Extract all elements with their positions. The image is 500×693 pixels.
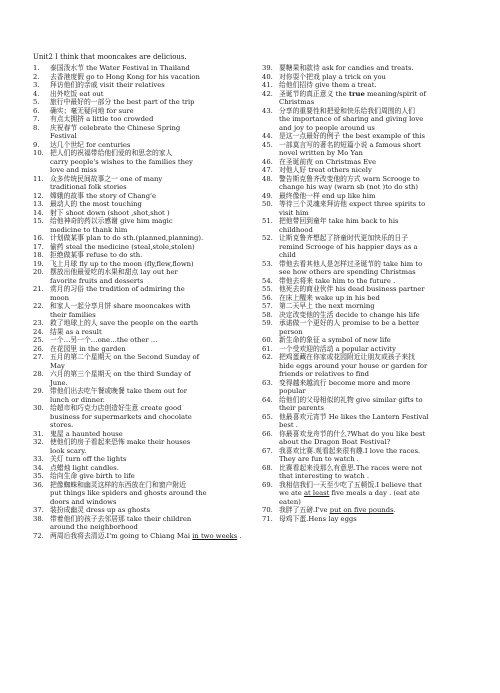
item-number: 51. xyxy=(262,217,273,225)
item-text: 警告斯克鲁齐改变他的方式 warn Scrooge to change his way (warn sb (not )to do sth) xyxy=(279,174,420,191)
phrase-item xyxy=(33,430,251,439)
item-text: 鬼屋 a haunted house xyxy=(50,429,123,438)
phrase-item xyxy=(33,217,251,234)
item-text: 给他们招待 give them a treat. xyxy=(279,81,377,89)
item-number: 42. xyxy=(262,89,273,98)
item-number: 44. xyxy=(262,132,273,140)
item-number: 50. xyxy=(262,200,273,208)
item-text: 摆放出他最爱吃的水果和甜点 lay out her favorite fruits and desserts xyxy=(50,268,178,285)
item-text: 你最喜欢龙舟节的什么?What do you like best about the Dragon Boat Festival? xyxy=(279,429,426,446)
item-number: 8. xyxy=(33,123,40,132)
phrase-item xyxy=(33,345,251,354)
phrase-item xyxy=(262,277,469,286)
item-number: 25. xyxy=(33,336,44,344)
item-text: 比赛看起来没那么有意思.The races were not that interesting to watch . xyxy=(279,463,423,480)
item-number: 21. xyxy=(33,285,44,293)
phrase-item xyxy=(262,234,469,260)
phrase-item xyxy=(262,345,469,354)
left-column xyxy=(33,64,251,540)
phrase-item xyxy=(262,260,469,277)
item-number: 40. xyxy=(262,72,273,81)
phrase-item xyxy=(33,64,251,73)
item-text: 一个…另一个…one…the other … xyxy=(50,336,158,344)
phrase-item xyxy=(33,438,251,455)
item-number: 24. xyxy=(33,327,44,336)
phrase-item xyxy=(33,98,251,107)
item-text: 一部莫言写的著名的短篇小说 a famous short novel written by Mo Yan xyxy=(279,140,421,157)
item-number: 71. xyxy=(262,514,273,523)
item-text: 对你耍个把戏 play a trick on you xyxy=(279,72,386,81)
item-text: 我喜欢比赛.观看起来很有趣.I love the races. They are fun to watch . xyxy=(279,446,421,463)
phrase-item xyxy=(262,73,469,82)
phrase-item xyxy=(262,64,469,73)
item-number: 7. xyxy=(33,115,40,123)
item-text: 和家人一起分享月饼 share mooncakes with their families xyxy=(50,302,191,319)
item-text: 飞上月球 fly up to the moon (fly,flew,flown) xyxy=(50,259,194,268)
phrase-item xyxy=(262,285,469,294)
phrase-item xyxy=(33,464,251,473)
item-number: 45. xyxy=(262,140,273,149)
item-text: 计划做某事 plan to do sth.(planned,planning). xyxy=(50,234,204,242)
item-text: 装扮成幽灵 dress up as ghosts xyxy=(50,506,151,514)
item-number: 15. xyxy=(33,217,44,225)
item-text: 五月的第二个星期天 on the Second Sunday of May xyxy=(50,353,200,370)
phrase-item xyxy=(33,81,251,90)
item-text: 射下 shoot down (shoot ,shot,shot ) xyxy=(50,208,170,217)
phrase-item xyxy=(262,192,469,201)
phrase-item xyxy=(262,302,469,311)
phrase-item xyxy=(262,430,469,447)
item-number: 57. xyxy=(262,302,273,310)
item-number: 47. xyxy=(262,166,273,174)
item-text: 对他人好 treat others nicely xyxy=(279,166,372,174)
item-text-end: . xyxy=(237,531,242,540)
item-number: 36. xyxy=(33,480,44,489)
item-text: 去香港度假 go to Hong Kong for his vacation xyxy=(50,72,200,81)
item-text: 等待三个灵魂来拜访他 expect three spirits to visit him xyxy=(279,200,426,217)
item-text: 要糖果和款待 ask for candies and treats. xyxy=(279,64,414,72)
item-text: 给他们的父母相似的礼物 give similar gifts to their parents xyxy=(279,395,423,412)
item-text: 一个受欢迎的活动 a popular activity xyxy=(279,344,396,353)
phrase-item xyxy=(33,149,251,175)
item-number: 10. xyxy=(33,149,44,157)
item-text: 确实；毫无疑问地 for sure xyxy=(50,106,134,115)
item-number: 69. xyxy=(262,480,273,489)
item-number: 27. xyxy=(33,353,44,361)
phrase-item xyxy=(33,302,251,319)
item-text: 庆祝春节 celebrate the Chinese Spring Festival xyxy=(50,123,181,140)
item-number: 31. xyxy=(33,429,44,438)
item-number: 65. xyxy=(262,412,273,421)
item-number: 23. xyxy=(33,319,44,327)
item-number: 58. xyxy=(262,310,273,319)
item-text-end: five meals a day . (eat ate eaten) xyxy=(279,489,420,506)
item-number: 17. xyxy=(33,242,44,251)
item-number: 18. xyxy=(33,251,44,259)
item-number: 5. xyxy=(33,98,40,106)
phrase-item xyxy=(33,506,251,515)
item-text: 在床上醒来 wake up in his bed xyxy=(279,293,380,302)
phrase-item xyxy=(262,141,469,158)
item-number: 64. xyxy=(262,395,273,404)
phrase-item xyxy=(262,175,469,192)
unit-title: Unit2 I think that mooncakes are delicious. xyxy=(33,53,187,61)
phrase-item xyxy=(33,175,251,192)
phrase-item xyxy=(33,285,251,302)
item-text: 决定改变他的生活 decide to change his life xyxy=(279,310,420,319)
phrase-item xyxy=(33,455,251,464)
item-number: 55. xyxy=(262,285,273,293)
item-text: 第二天早上 the next morning xyxy=(279,302,375,310)
phrase-item xyxy=(262,515,469,524)
item-text: 带着他们的孩子去邻居那 take their children around the neighborhood xyxy=(50,514,192,531)
item-number: 13. xyxy=(33,200,44,208)
item-text: 我相信我们一天至少吃了五顿饭.I believe that we ate xyxy=(279,480,422,497)
item-number: 72. xyxy=(33,531,44,540)
underlined-phrase: at least xyxy=(303,489,330,497)
item-text: 让斯克鲁齐想起了挤童时代更加快乐的日子 remind Scrooge of his happier days as a child xyxy=(279,234,418,259)
right-column xyxy=(262,64,469,523)
item-number: 3. xyxy=(33,81,40,89)
phrase-item xyxy=(262,200,469,217)
item-number: 22. xyxy=(33,302,44,310)
item-number: 33. xyxy=(33,455,44,463)
item-number: 37. xyxy=(33,506,44,514)
item-number: 1. xyxy=(33,64,40,72)
item-text: 承诺做一个更好的人 promise to be a better person xyxy=(279,319,420,336)
phrase-item xyxy=(33,209,251,218)
item-text: 把人们的祝福带给他们爱的和思念的家人 carry people's wishes to the families they love and miss xyxy=(50,149,193,174)
phrase-item xyxy=(262,506,469,515)
underlined-phrase: put on five pounds xyxy=(329,506,394,514)
phrase-item xyxy=(262,464,469,481)
item-text-end: . xyxy=(393,506,396,514)
item-number: 43. xyxy=(262,106,273,115)
item-text: 最终像他一样 end up like him xyxy=(279,191,376,200)
item-text: 带他去看其他人是怎样过圣诞节的 take him to see how others are spending Christmas xyxy=(279,259,423,276)
item-number: 26. xyxy=(33,344,44,353)
item-text: 圣诞节的真正意义 the xyxy=(279,89,349,98)
phrase-item xyxy=(33,404,251,430)
item-text: 赏月的习俗 the tradition of admiring the moon xyxy=(50,285,185,302)
item-number: 48. xyxy=(262,174,273,183)
item-number: 34. xyxy=(33,463,44,472)
item-text: 有点太拥挤 a little too crowded xyxy=(50,115,154,123)
item-text: 偷药 steal the medicine (steal,stole,stolen) xyxy=(50,242,195,251)
item-number: 49. xyxy=(262,191,273,200)
phrase-item xyxy=(262,353,469,379)
item-number: 29. xyxy=(33,387,44,395)
phrase-item xyxy=(262,90,469,107)
phrase-item xyxy=(262,336,469,345)
item-text: 在圣诞前夜 on Christmas Eve xyxy=(279,157,376,166)
item-number: 41. xyxy=(262,81,273,89)
phrase-item xyxy=(33,370,251,387)
item-text: 嫦娥的故事 the story of Chang'e xyxy=(50,191,157,200)
phrase-item xyxy=(262,413,469,430)
phrase-item xyxy=(33,515,251,532)
phrase-item xyxy=(33,141,251,150)
item-text: 使他们的房子看起来恐怖 make their houses look scary. xyxy=(50,438,191,455)
phrase-item xyxy=(33,532,251,541)
item-text: 救了地球上的人 save the people on the earth xyxy=(50,319,199,327)
item-number: 68. xyxy=(262,463,273,472)
item-text: 结果 as a result xyxy=(50,327,102,336)
phrase-item xyxy=(262,158,469,167)
item-number: 28. xyxy=(33,370,44,378)
phrase-item xyxy=(262,294,469,303)
item-text: 旅行中最好的一部分 the best part of the trip xyxy=(50,98,195,106)
phrase-item xyxy=(33,319,251,328)
item-number: 46. xyxy=(262,157,273,166)
item-number: 61. xyxy=(262,344,273,353)
phrase-item xyxy=(262,311,469,320)
item-number: 52. xyxy=(262,234,273,242)
item-text: 给向生命 give birth to life xyxy=(50,472,135,480)
phrase-item xyxy=(33,73,251,82)
item-text: 点蜡烛 light candles. xyxy=(50,463,119,472)
item-text: 新生命的象征 a symbol of new life xyxy=(279,336,391,344)
phrase-item xyxy=(33,251,251,260)
phrase-item xyxy=(262,396,469,413)
item-text: 拜访他们的亲戚 visit their relatives xyxy=(50,81,165,89)
item-text: 两周后我将去清迈.I'm going to Chiang Mai xyxy=(50,531,193,540)
item-number: 16. xyxy=(33,234,44,242)
phrase-item xyxy=(262,107,469,133)
item-text-end: meaning/spirit of Christmas xyxy=(279,89,427,106)
item-number: 12. xyxy=(33,191,44,200)
underlined-phrase: in two weeks xyxy=(192,531,238,540)
phrase-item xyxy=(262,166,469,175)
item-text: 分享的重要性和把爱和快乐给我们周围的人们 the importance of sharing and giving love and joy to people around us xyxy=(279,106,424,132)
item-text: 他死去的商业伙伴 his dead business partner xyxy=(279,285,425,293)
item-number: 60. xyxy=(262,336,273,344)
item-number: 6. xyxy=(33,106,40,115)
phrase-item xyxy=(33,115,251,124)
phrase-item xyxy=(262,447,469,464)
phrase-item xyxy=(33,387,251,404)
item-text: 出外吃饭 eat out xyxy=(50,89,104,98)
item-text: 关灯 turn off the lights xyxy=(50,455,127,463)
item-text: 达几个世纪 for centuries xyxy=(50,140,131,149)
phrase-item xyxy=(33,328,251,337)
item-text: 他最喜欢元宵节 He likes the Lantern Festival best . xyxy=(279,412,429,429)
item-text: 拒绝做某事 refuse to do sth. xyxy=(50,251,143,259)
phrase-item xyxy=(262,132,469,141)
item-text: 六月的第三个星期天 on the third Sunday of June. xyxy=(50,370,191,387)
item-text: 我胖了五磅.I've xyxy=(279,506,330,514)
item-text: 在花园里 in the garden xyxy=(50,344,126,353)
phrase-item xyxy=(33,243,251,252)
item-text: 把鸡蛋藏在你家或花园附近让朋友或孩子来找 hide eggs around your house or garden for friends or relatives to find xyxy=(279,353,428,378)
item-text: 给超市和巧克力店创造好生意 create good business for supermarkets and chocolate stores. xyxy=(50,404,192,429)
item-number: 63. xyxy=(262,378,273,387)
item-text: 变得越来越流行 become more and more popular xyxy=(279,378,411,395)
item-text: 母鸡下蛋.Hens lay eggs xyxy=(279,514,357,523)
item-number: 20. xyxy=(33,268,44,276)
phrase-item xyxy=(33,107,251,116)
item-number: 4. xyxy=(33,89,40,98)
phrase-item xyxy=(33,481,251,507)
item-number: 30. xyxy=(33,404,44,412)
item-text: 把像蜘蛛和幽灵这样的东西放在门和窗户附近 put things like spiders and ghosts around the doors and windows xyxy=(50,480,207,506)
item-number: 53. xyxy=(262,259,273,268)
item-number: 39. xyxy=(262,64,273,72)
item-text: 给他神奇的药以示感谢 give him magic medicine to thank him xyxy=(50,217,173,234)
item-text: 泰国泼水节 the Water Festival in Thailand xyxy=(50,64,190,72)
item-text: 是这一点最好的例子 the best example of this xyxy=(279,132,425,140)
phrase-item xyxy=(262,379,469,396)
phrase-item xyxy=(262,481,469,507)
bold-word: true xyxy=(348,89,365,98)
item-text: 把他带回到童年 take him back to his childhood xyxy=(279,217,399,234)
phrase-item xyxy=(33,192,251,201)
item-text: 带他去将来 take him to the future . xyxy=(279,276,396,285)
phrase-item xyxy=(33,124,251,141)
item-text: 带他们出去吃午餐或晚餐 take them out for lunch or dinner. xyxy=(50,387,187,404)
item-number: 14. xyxy=(33,208,44,217)
phrase-item xyxy=(262,81,469,90)
phrase-item xyxy=(33,90,251,99)
item-number: 35. xyxy=(33,472,44,480)
item-number: 11. xyxy=(33,174,44,183)
phrase-item xyxy=(33,268,251,285)
phrase-item xyxy=(33,234,251,243)
phrase-item xyxy=(33,336,251,345)
phrase-item xyxy=(33,353,251,370)
phrase-item xyxy=(33,260,251,269)
phrase-item xyxy=(262,217,469,234)
item-number: 38. xyxy=(33,514,44,523)
item-number: 54. xyxy=(262,276,273,285)
item-number: 62. xyxy=(262,353,273,361)
item-number: 56. xyxy=(262,293,273,302)
item-number: 2. xyxy=(33,72,40,81)
item-number: 59. xyxy=(262,319,273,327)
item-number: 66. xyxy=(262,429,273,438)
phrase-item xyxy=(262,319,469,336)
phrase-item xyxy=(33,472,251,481)
item-text: 众多传统民间故事之一 one of many traditional folk stories xyxy=(50,174,163,191)
item-number: 9. xyxy=(33,140,40,149)
phrase-item xyxy=(33,200,251,209)
item-number: 32. xyxy=(33,438,44,446)
item-number: 67. xyxy=(262,446,273,455)
item-number: 70. xyxy=(262,506,273,514)
item-number: 19. xyxy=(33,259,44,268)
item-text: 最动人的 the most touching xyxy=(50,200,142,208)
